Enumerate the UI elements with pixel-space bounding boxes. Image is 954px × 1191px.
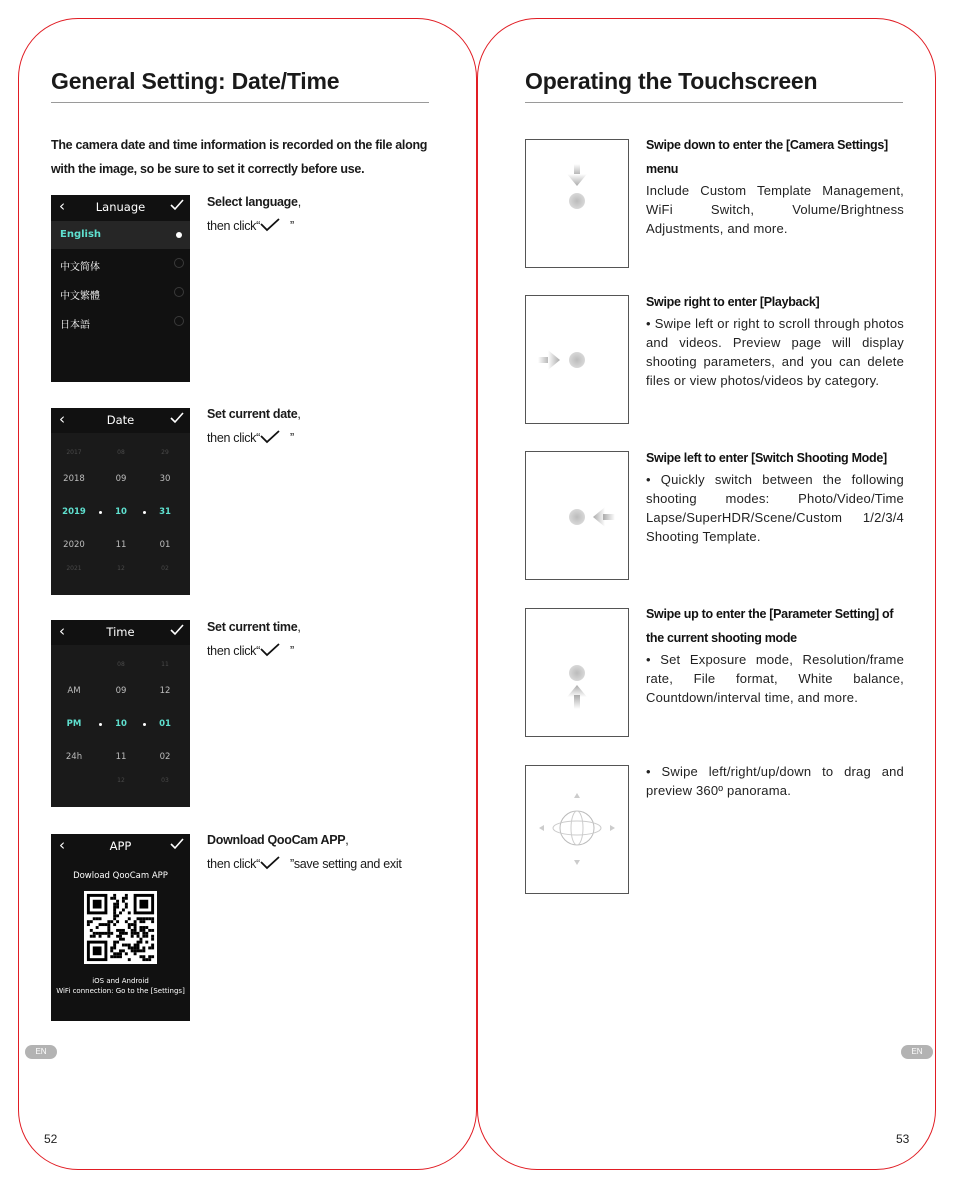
gesture-title: Swipe right to enter [Playback]	[646, 295, 820, 309]
step-text: ”	[289, 218, 294, 233]
step-title: Set current date	[207, 407, 298, 421]
gesture-title: Swipe up to enter the [Parameter Setting] of the current shooting mode	[646, 607, 894, 645]
picker-value[interactable]: 10	[115, 507, 127, 517]
screen-header	[51, 834, 190, 858]
swipe-left-illustration	[525, 451, 629, 580]
check-icon	[260, 218, 280, 232]
swipe-down-icon	[526, 140, 628, 267]
gesture-body: • Swipe left or right to scroll through photos and videos. Preview page will display shooting parameters, and you can delete files or view photos/videos by category.	[646, 316, 904, 388]
picker-value[interactable]: 02	[159, 752, 171, 762]
step-select-language	[207, 191, 447, 238]
screen-header	[51, 620, 190, 644]
picker-value[interactable]: 08	[117, 661, 125, 668]
back-icon[interactable]: ‹	[59, 197, 65, 215]
language-option-label: 日本語	[60, 320, 90, 331]
picker-separator-dot	[99, 723, 102, 726]
gesture-description	[646, 446, 904, 546]
swipe-right-illustration	[525, 295, 629, 424]
app-screen	[51, 834, 190, 1021]
page-number: 52	[44, 1132, 58, 1146]
left-page-title: General Setting: Date/Time	[51, 68, 340, 94]
right-page-title: Operating the Touchscreen	[525, 68, 818, 94]
picker-value[interactable]: 01	[159, 540, 171, 550]
language-badge: EN	[25, 1045, 57, 1059]
step-title: Select language	[207, 195, 298, 209]
gesture-description	[646, 602, 904, 707]
app-footer-line2: WiFi connection: Go to the [Settings]	[56, 987, 185, 995]
picker-value[interactable]: 2021	[66, 565, 82, 572]
gesture-body: Include Custom Template Management, WiFi Switch, Volume/Brightness Adjustments, and more.	[646, 183, 904, 236]
step-text: ”	[289, 430, 294, 445]
page-number: 53	[896, 1132, 910, 1146]
picker-value[interactable]: 09	[115, 686, 127, 696]
picker-value[interactable]: 11	[115, 752, 127, 762]
step-set-date	[207, 403, 447, 450]
date-screen	[51, 408, 190, 595]
picker-value[interactable]: 2020	[63, 540, 85, 550]
step-text: then click“	[207, 856, 260, 871]
back-icon[interactable]: ‹	[59, 410, 65, 428]
confirm-check-icon[interactable]	[170, 411, 184, 425]
panorama-360-icon	[526, 766, 628, 893]
confirm-check-icon[interactable]	[170, 198, 184, 212]
screen-header	[51, 408, 190, 432]
picker-value[interactable]: 31	[159, 507, 171, 517]
language-option[interactable]	[51, 308, 190, 336]
picker-value[interactable]: 12	[117, 565, 125, 572]
picker-value[interactable]: AM	[67, 686, 81, 696]
step-text: ”	[289, 643, 294, 658]
radio-icon	[174, 287, 184, 297]
check-icon	[260, 643, 280, 657]
gesture-body: • Quickly switch between the following shooting modes: Photo/Video/Time Lapse/SuperHDR/Scene/Custom 1/2/3/4 Shooting Template.	[646, 472, 904, 544]
radio-icon	[174, 258, 184, 268]
picker-value[interactable]: 01	[159, 719, 171, 729]
gesture-description	[646, 133, 904, 238]
picker-value[interactable]: PM	[66, 719, 82, 729]
picker-value[interactable]: 10	[115, 719, 127, 729]
radio-icon	[174, 316, 184, 326]
gesture-description	[646, 290, 904, 390]
step-title: Download QooCam APP	[207, 833, 346, 847]
swipe-up-icon	[526, 609, 628, 736]
gesture-description	[646, 762, 904, 800]
step-punct: ,	[297, 407, 301, 421]
back-icon[interactable]: ‹	[59, 836, 65, 854]
picker-value[interactable]: 24h	[65, 752, 83, 762]
step-title: Set current time	[207, 620, 298, 634]
step-punct: ,	[297, 195, 301, 209]
picker-value[interactable]: 08	[117, 449, 125, 456]
check-icon	[260, 430, 280, 444]
swipe-up-illustration	[525, 608, 629, 737]
picker-separator-dot	[143, 511, 146, 514]
step-punct: ,	[297, 620, 301, 634]
picker-value[interactable]: 11	[115, 540, 127, 550]
language-option-label: English	[60, 229, 102, 240]
drag-360-illustration	[525, 765, 629, 894]
picker-value[interactable]: 03	[161, 777, 169, 784]
picker-value[interactable]: 11	[161, 661, 169, 668]
app-heading: Dowload QooCam APP	[73, 871, 168, 881]
intro-text: The camera date and time information is recorded on the file along with the image, so be sure to set it correctly before use.	[51, 138, 428, 176]
picker-value[interactable]: 02	[161, 565, 169, 572]
confirm-check-icon[interactable]	[170, 623, 184, 637]
confirm-check-icon[interactable]	[170, 837, 184, 851]
step-text: then click“	[207, 430, 260, 445]
language-option-label: 中文简体	[60, 262, 100, 273]
gesture-body: • Set Exposure mode, Resolution/frame rate, File format, White balance, Countdown/interval time, and more.	[646, 652, 904, 705]
picker-separator-dot	[99, 511, 102, 514]
qr-code-image	[84, 891, 157, 964]
step-set-time	[207, 616, 447, 663]
left-title-rule	[51, 102, 429, 103]
swipe-right-icon	[526, 296, 628, 423]
picker-separator-dot	[143, 723, 146, 726]
back-icon[interactable]: ‹	[59, 622, 65, 640]
picker-value[interactable]: 2018	[63, 474, 85, 484]
step-text: then click“	[207, 218, 260, 233]
gesture-body: • Swipe left/right/up/down to drag and preview 360º panorama.	[646, 764, 904, 798]
language-option[interactable]	[51, 279, 190, 307]
language-option[interactable]	[51, 250, 190, 278]
step-text: then click“	[207, 643, 260, 658]
gesture-title: Swipe left to enter [Switch Shooting Mode]	[646, 451, 887, 465]
screen-title: Date	[106, 413, 135, 427]
screen-header	[51, 195, 190, 219]
language-screen	[51, 195, 190, 382]
app-footer-line1: iOS and Android	[92, 977, 149, 985]
picker-value[interactable]: 12	[117, 777, 125, 784]
right-title-rule	[525, 102, 903, 103]
language-option-label: 中文繁體	[60, 291, 100, 302]
swipe-left-icon	[526, 452, 628, 579]
time-screen	[51, 620, 190, 807]
step-download-app	[207, 829, 452, 876]
check-icon	[260, 856, 280, 870]
picker-value[interactable]: 09	[115, 474, 127, 484]
swipe-down-illustration	[525, 139, 629, 268]
picker-value[interactable]: 30	[159, 474, 171, 484]
language-option-selected[interactable]	[51, 221, 190, 249]
step-text: ”save setting and exit	[289, 856, 402, 871]
picker-value[interactable]: 29	[161, 449, 169, 456]
picker-value[interactable]: 12	[159, 686, 171, 696]
screen-title: Lanuage	[95, 200, 146, 214]
screen-title: APP	[109, 839, 132, 853]
picker-value[interactable]: 2017	[66, 449, 82, 456]
screen-title: Time	[106, 625, 135, 639]
step-punct: ,	[345, 833, 349, 847]
radio-selected-icon	[176, 232, 182, 238]
picker-value[interactable]: 2019	[62, 507, 86, 517]
language-badge: EN	[901, 1045, 933, 1059]
gesture-title: Swipe down to enter the [Camera Settings] menu	[646, 138, 888, 176]
